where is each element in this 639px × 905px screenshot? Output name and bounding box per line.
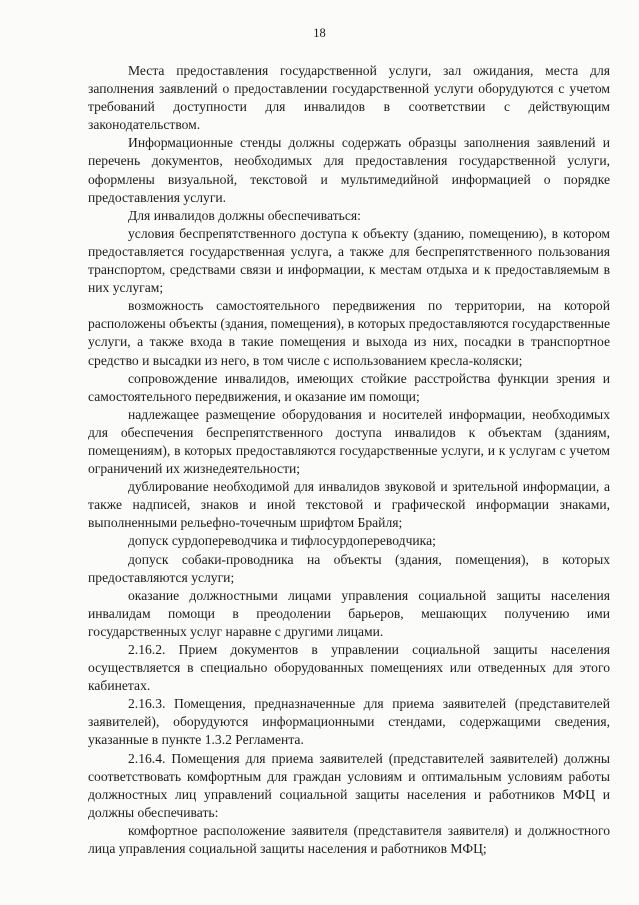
document-body bbox=[88, 62, 610, 858]
paragraph: дублирование необходимой для инвалидов звуковой и зрительной информации, а также надписей, знаков и иной текстовой и графической информации знаками, выполненными рельефно-точечным шрифтом Брайля; bbox=[88, 479, 610, 531]
paragraph: Для инвалидов должны обеспечиваться: bbox=[128, 207, 361, 223]
paragraph: возможность самостоятельного передвижения по территории, на которой расположены объекты (здания, помещения), в которых предоставляются государственные услуги, а также входа в такие помещения и выхода из них, посадки в транспортное средство и высадки из него, в том числе с использованием кресла-коляски; bbox=[88, 298, 610, 368]
paragraph: условия беспрепятственного доступа к объекту (зданию, помещению), в котором предоставляется государственная услуга, а также для беспрепятственного пользования транспортом, средствами связи и информации, к местам отдыха и к предоставляемым в них услугам; bbox=[88, 225, 610, 296]
paragraph: допуск сурдопереводчика и тифлосурдопереводчика; bbox=[128, 533, 436, 549]
paragraph: допуск собаки-проводника на объекты (здания, помещения), в которых предоставляются услуги; bbox=[88, 551, 610, 585]
paragraph: 2.16.2. Прием документов в управлении социальной защиты населения осуществляется в специально оборудованных помещениях или отведенных для этого кабинетах. bbox=[88, 642, 610, 694]
paragraph: комфортное расположение заявителя (представителя заявителя) и должностного лица управления социальной защиты населения и работников МФЦ; bbox=[88, 822, 610, 857]
paragraph: 2.16.3. Помещения, предназначенные для приема заявителей (представителей заявителей), оборудуются информационными стендами, содержащими сведения, указанные в пункте 1.3.2 Регламента. bbox=[88, 696, 610, 748]
paragraph: сопровождение инвалидов, имеющих стойкие расстройства функции зрения и самостоятельного передвижения, и оказание им помощи; bbox=[88, 370, 610, 404]
page-number: 18 bbox=[313, 26, 326, 40]
paragraph: Информационные стенды должны содержать образцы заполнения заявлений и перечень документов, необходимых для предоставления государственной услуги, оформлены визуальной, текстовой и мультимедийной информацией о порядке предоставления услуги. bbox=[88, 135, 610, 205]
paragraph: 2.16.4. Помещения для приема заявителей (представителей заявителей) должны соответствовать комфортным для граждан условиям и оптимальным условиям работы должностных лиц управлений социальной защиты населения и работников МФЦ и должны обеспечивать: bbox=[88, 750, 610, 820]
paragraph: Места предоставления государственной услуги, зал ожидания, места для заполнения заявлений о предоставлении государственной услуги оборудуются с учетом требований доступности для инвалидов в соответствии с действующим законодательством. bbox=[88, 63, 610, 133]
paragraph: надлежащее размещение оборудования и носителей информации, необходимых для обеспечения беспрепятственного доступа инвалидов к объектам (зданиям, помещениям), в которых предоставляются государственные услуги, и к услугам с учетом ограничений их жизнедеятельности; bbox=[88, 406, 610, 477]
paragraph: оказание должностными лицами управления социальной защиты населения инвалидам помощи в преодолении барьеров, мешающих получению ими государственных услуг наравне с другими лицами. bbox=[88, 587, 610, 639]
